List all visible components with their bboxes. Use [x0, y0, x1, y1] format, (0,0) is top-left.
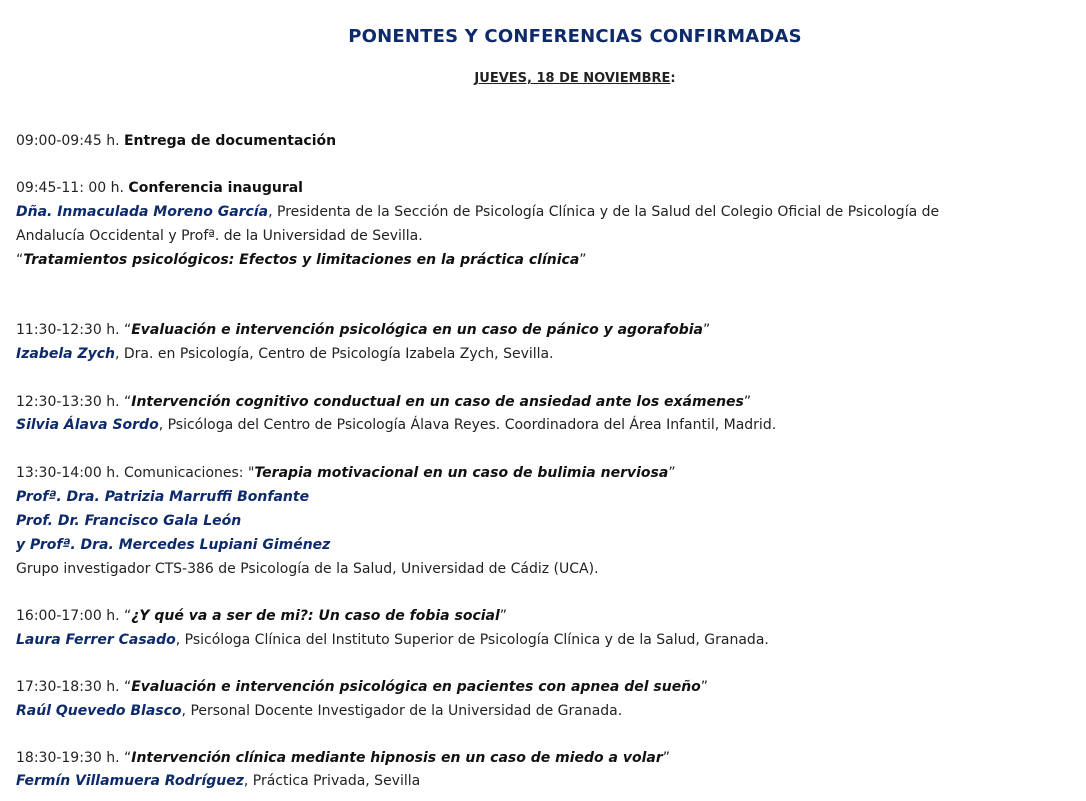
- session-7-speaker-line: [16, 701, 622, 721]
- session-time: 09:45-11: 00 h.: [16, 180, 129, 196]
- speaker-affiliation: , Dra. en Psicología, Centro de Psicología Izabela Zych, Sevilla.: [114, 346, 554, 362]
- session-8-speaker-line: [16, 771, 420, 791]
- session-time: 09:00-09:45 h.: [16, 133, 124, 149]
- quote-open: “: [123, 750, 132, 766]
- speaker-affiliation: , Práctica Privada, Sevilla: [243, 773, 421, 789]
- speaker-affiliation: , Presidenta de la Sección de Psicología Clínica y de la Salud del Colegio Oficial de Psicología de: [268, 204, 940, 220]
- session-2-talk-line: [16, 250, 587, 270]
- quote-close: ”: [662, 750, 671, 766]
- quote-close: ”: [743, 394, 752, 410]
- session-6-speaker-line: [16, 630, 769, 650]
- session-1-line: [16, 131, 336, 151]
- speaker-name: Silvia Álava Sordo: [16, 417, 159, 433]
- session-4-speaker-line: [16, 415, 776, 435]
- session-time: 18:30-19:30 h.: [16, 750, 124, 766]
- speaker-name: Prof. Dr. Francisco Gala León: [16, 513, 242, 529]
- talk-title: Evaluación e intervención psicológica en pacientes con apnea del sueño: [131, 679, 701, 695]
- quote-close: ”: [499, 608, 508, 624]
- quote-close: ”: [668, 465, 676, 481]
- speaker-name: Dña. Inmaculada Moreno García: [16, 204, 269, 220]
- speaker-name: Raúl Quevedo Blasco: [16, 703, 182, 719]
- session-time: 13:30-14:00 h. Comunicaciones:: [16, 465, 248, 481]
- session-6-line: [16, 606, 507, 626]
- talk-title: ¿Y qué va a ser de mi?: Un caso de fobia social: [131, 608, 500, 624]
- quote-open: “: [16, 252, 24, 268]
- session-4-line: [16, 392, 751, 412]
- session-time: 16:00-17:00 h.: [16, 608, 124, 624]
- session-8-line: [16, 748, 670, 768]
- session-2-affiliation-line: [16, 226, 423, 246]
- speaker-affiliation: , Psicóloga del Centro de Psicología Álava Reyes. Coordinadora del Área Infantil, Madrid.: [158, 417, 777, 433]
- session-5-speaker-2: [16, 511, 241, 531]
- date-heading: [0, 71, 1086, 86]
- quote-open: “: [123, 679, 132, 695]
- page-title: PONENTES Y CONFERENCIAS CONFIRMADAS: [348, 26, 802, 47]
- date-suffix: :: [670, 71, 676, 86]
- session-3-line: [16, 320, 710, 340]
- session-time: 12:30-13:30 h.: [16, 394, 124, 410]
- talk-title: Intervención cognitivo conductual en un caso de ansiedad ante los exámenes: [131, 394, 744, 410]
- quote-open: “: [123, 394, 132, 410]
- session-5-line: [16, 463, 676, 483]
- session-5-affiliation: [16, 559, 599, 579]
- speaker-name: Laura Ferrer Casado: [16, 632, 176, 648]
- quote-open: “: [123, 322, 132, 338]
- quote-close: ”: [703, 322, 711, 338]
- quote-open: ": [247, 465, 255, 481]
- session-time: 17:30-18:30 h.: [16, 679, 124, 695]
- talk-title: Evaluación e intervención psicológica en un caso de pánico y agorafobia: [131, 322, 703, 338]
- speaker-name: Profª. Dra. Patrizia Marruffi Bonfante: [16, 489, 310, 505]
- speaker-name: Izabela Zych: [16, 346, 115, 362]
- speaker-affiliation: , Personal Docente Investigador de la Universidad de Granada.: [181, 703, 623, 719]
- speaker-name: Fermín Villamuera Rodríguez: [16, 773, 244, 789]
- talk-title: Intervención clínica mediante hipnosis en un caso de miedo a volar: [131, 750, 663, 766]
- session-time: 11:30-12:30 h.: [16, 322, 124, 338]
- speaker-affiliation: Andalucía Occidental y Profª. de la Universidad de Sevilla.: [16, 228, 423, 244]
- session-title: Entrega de documentación: [123, 133, 337, 149]
- session-5-speaker-3: [16, 535, 330, 555]
- speaker-affiliation: Grupo investigador CTS-386 de Psicología de la Salud, Universidad de Cádiz (UCA).: [16, 561, 599, 577]
- quote-close: ”: [579, 252, 587, 268]
- session-2-speaker-line: [16, 202, 939, 222]
- speaker-name: y Profª. Dra. Mercedes Lupiani Giménez: [16, 537, 331, 553]
- quote-open: “: [123, 608, 132, 624]
- session-2-line: [16, 178, 303, 198]
- session-5-speaker-1: [16, 487, 309, 507]
- speaker-affiliation: , Psicóloga Clínica del Instituto Superior de Psicología Clínica y de la Salud, Granada.: [175, 632, 769, 648]
- quote-close: ”: [700, 679, 709, 695]
- date-text: JUEVES, 18 DE NOVIEMBRE: [474, 71, 671, 86]
- session-7-line: [16, 677, 708, 697]
- session-title: Conferencia inaugural: [128, 180, 303, 196]
- talk-title: Tratamientos psicológicos: Efectos y limitaciones en la práctica clínica: [23, 252, 580, 268]
- session-3-speaker-line: [16, 344, 554, 364]
- talk-title: Terapia motivacional en un caso de bulimia nerviosa: [254, 465, 669, 481]
